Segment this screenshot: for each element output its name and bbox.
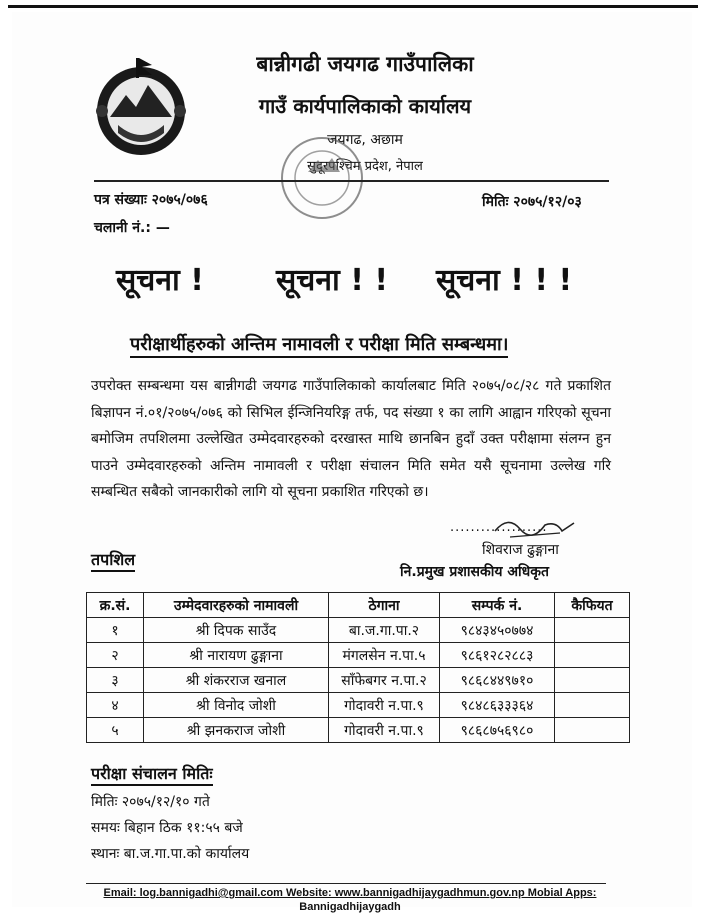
- cell-address: गोदावरी न.पा.९: [329, 693, 440, 718]
- col-name: उम्मेदवारहरुको नामावली: [144, 593, 329, 618]
- cell-name: श्री शंकरराज खनाल: [144, 668, 329, 693]
- notice-subject: परीक्षार्थीहरुको अन्तिम नामावली र परीक्षा मिति सम्बन्धमा।: [130, 332, 508, 358]
- cell-address: मंगलसेन न.पा.५: [329, 643, 440, 668]
- table-row: [87, 618, 630, 643]
- notice-word-1: सूचना !: [116, 263, 204, 298]
- notice-body: उपरोक्त सम्बन्धमा यस बान्नीगढी जयगढ गाउँपालिकाको कार्यालबाट मिति २०७५/०८/२८ गते प्रकाशित बिज्ञापन नं.०१/२०७५/०७६ को सिभिल ईन्जिनियरिङ्ग तर्फ, पद संख्या १ का लागि आह्वान गरिएको सूचना बमोजिम तपशिलमा उल्लेखित उम्मेदवारहरुको दरखास्त माथि छानबिन हुदाँ उक्त परीक्षामा संलग्न हुन पाउने उम्मेदवारहरुको अन्तिम नामावली र परीक्षा संचालन मिति समेत यसै सूचनामा उल्लेख गरि सम्बन्धित सबैको जानकारीको लागि यो सूचना प्रकाशित गरिएको छ।: [91, 378, 611, 500]
- office-name: गाउँ कार्यपालिकाको कार्यालय: [258, 94, 472, 118]
- signatory-name: शिवराज ढुङ्गाना: [482, 542, 559, 558]
- cell-contact: ९८४८६३३३६४: [440, 693, 555, 718]
- cell-sn: ४: [87, 693, 144, 718]
- exam-date: मितिः २०७५/१२/१० गते: [91, 794, 210, 810]
- cell-contact: ९८६१२८२८८३: [440, 643, 555, 668]
- office-location: जयगढ, अछाम: [327, 132, 403, 148]
- cell-contact: ९८६८७५६९८०: [440, 718, 555, 743]
- notice-word-3: सूचना ! ! !: [436, 263, 573, 298]
- office-province: सुदूरपश्चिम प्रदेश, नेपाल: [307, 159, 423, 174]
- cell-remarks: [555, 668, 630, 693]
- scan-top-edge: [8, 5, 698, 8]
- chalani-number: चलानी नं.: —: [94, 220, 170, 236]
- footer-divider: [86, 883, 606, 884]
- cell-sn: ५: [87, 718, 144, 743]
- exam-time: समयः बिहान ठिक ११:५५ बजे: [91, 820, 243, 836]
- cell-name: श्री नारायण ढुङ्गाना: [144, 643, 329, 668]
- table-row: [87, 718, 630, 743]
- cell-remarks: [555, 718, 630, 743]
- table-row: [87, 693, 630, 718]
- table-row: [87, 643, 630, 668]
- cell-sn: २: [87, 643, 144, 668]
- col-contact: सम्पर्क नं.: [440, 593, 555, 618]
- cell-address: साँफेबगर न.पा.२: [329, 668, 440, 693]
- cell-name: श्री झनकराज जोशी: [144, 718, 329, 743]
- footer-line-2: Bannigadhijaygadh: [299, 901, 401, 913]
- patra-sankhya: पत्र संख्याः २०७५/०७६: [94, 192, 208, 208]
- signature-dots: ...................: [450, 520, 548, 535]
- notice-banner: [90, 258, 600, 308]
- cell-address: गोदावरी न.पा.९: [329, 718, 440, 743]
- cell-contact: ९८६८४४९७१०: [440, 668, 555, 693]
- cell-sn: ३: [87, 668, 144, 693]
- notice-word-2: सूचना ! !: [276, 263, 389, 298]
- tapsil-heading: तपशिल: [91, 548, 135, 572]
- col-remarks: कैफियत: [555, 593, 630, 618]
- cell-address: बा.ज.गा.पा.२: [329, 618, 440, 643]
- table-header-row: [87, 593, 630, 618]
- office-seal-stamp: [272, 128, 372, 228]
- cell-contact: ९८४३४५०७७४: [440, 618, 555, 643]
- table-row: [87, 668, 630, 693]
- cell-remarks: [555, 618, 630, 643]
- cell-remarks: [555, 643, 630, 668]
- cell-name: श्री दिपक साउँद: [144, 618, 329, 643]
- candidate-table: [86, 592, 630, 743]
- signatory-title: नि.प्रमुख प्रशासकीय अधिकृत: [400, 564, 549, 580]
- nepal-emblem-icon: [88, 55, 194, 161]
- cell-remarks: [555, 693, 630, 718]
- cell-sn: १: [87, 618, 144, 643]
- footer-line-1: Email: log.bannigadhi@gmail.com Website: www.bannigadhijaygadhmun.gov.np Mobial Apps:: [103, 887, 597, 899]
- municipality-name: बान्नीगढी जयगढ गाउँपालिका: [256, 52, 474, 76]
- letter-date: मितिः २०७५/१२/०३: [482, 194, 582, 210]
- col-sn: क्र.सं.: [87, 593, 144, 618]
- exam-place: स्थानः बा.ज.गा.पा.को कार्यालय: [91, 846, 250, 862]
- cell-name: श्री विनोद जोशी: [144, 693, 329, 718]
- col-address: ठेगाना: [329, 593, 440, 618]
- header-divider: [94, 180, 609, 182]
- exam-heading: परीक्षा संचालन मितिः: [91, 762, 213, 786]
